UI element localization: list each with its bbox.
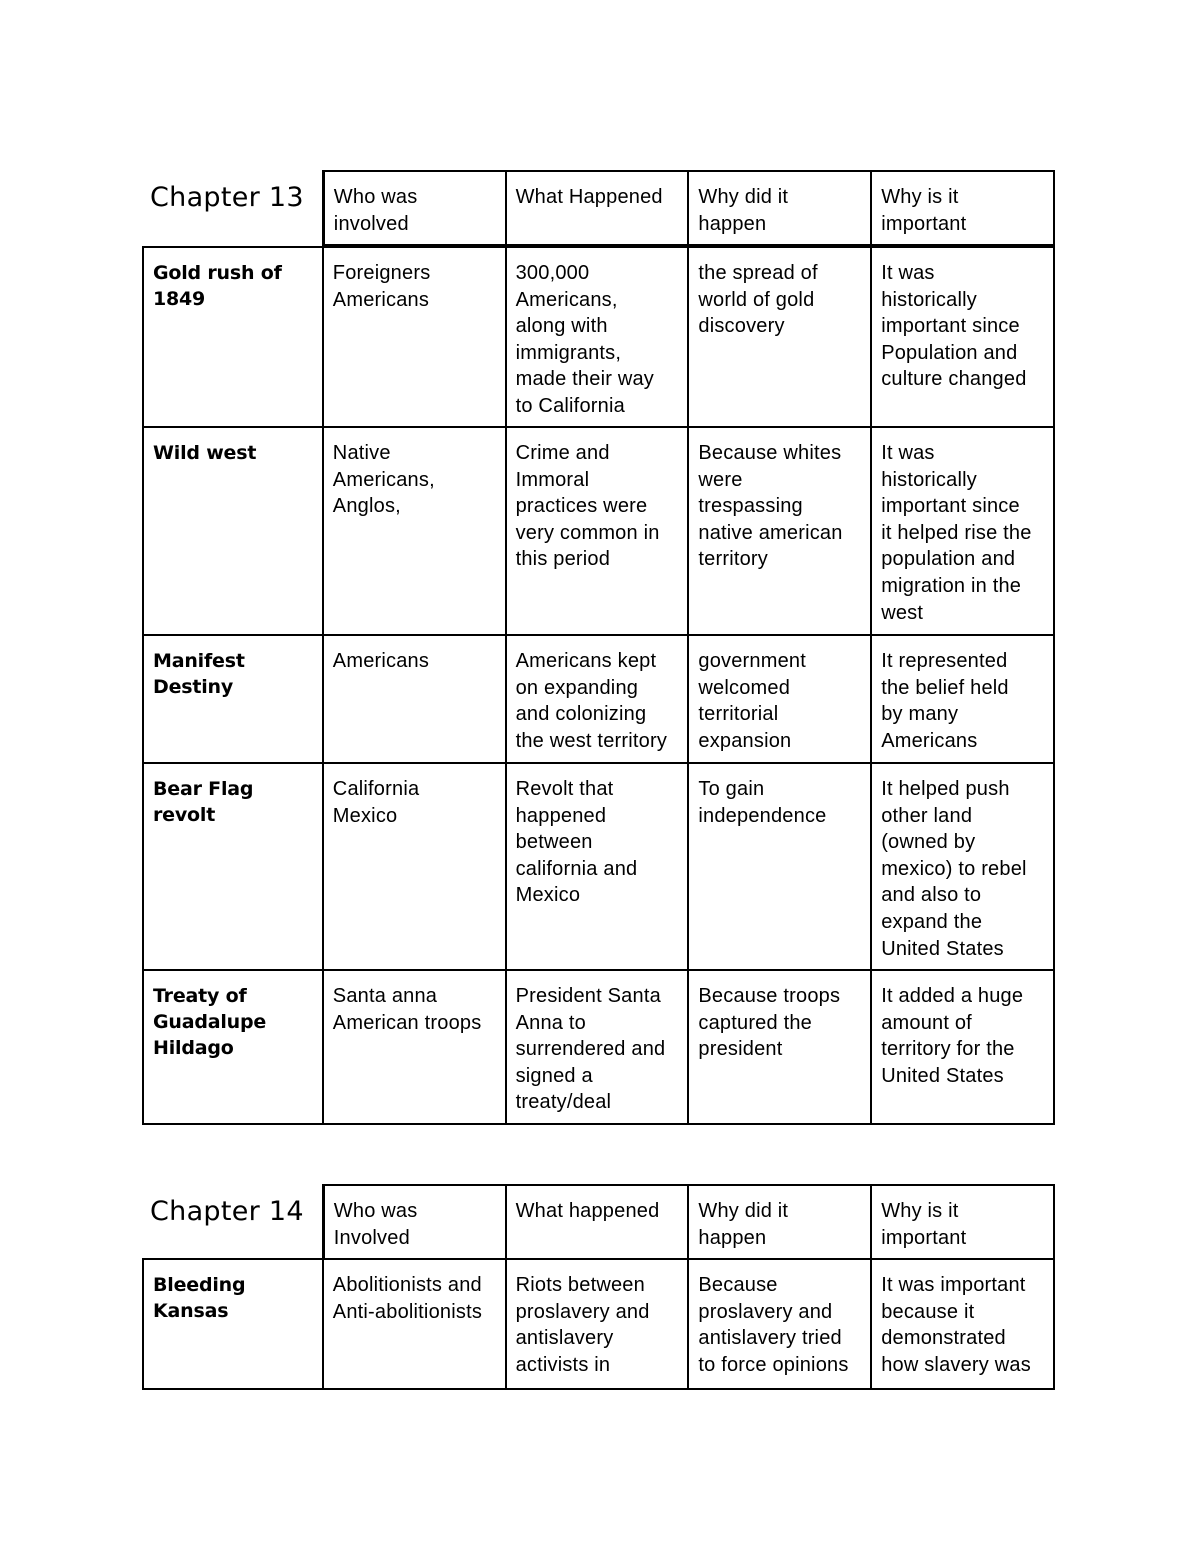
what-cell: Revolt that happened between california and Mexico [507, 764, 690, 971]
important-cell: It was important because it demonstrated how slavery was [872, 1260, 1055, 1390]
what-cell: Riots between proslavery and antislavery activists in [507, 1260, 690, 1390]
who-cell: Abolitionists and Anti-abolitionists [322, 1260, 507, 1390]
table-row [142, 764, 1055, 971]
header-who: Who was Involved [322, 1184, 507, 1260]
header-what: What happened [507, 1184, 690, 1260]
topic-cell: Bleeding Kansas [142, 1260, 324, 1390]
table-row [142, 428, 1055, 636]
chapter-title: Chapter 14 [142, 1184, 324, 1260]
header-why: Why did it happen [689, 1184, 872, 1260]
who-cell: Native Americans, Anglos, [322, 428, 507, 636]
topic-cell: Gold rush of 1849 [142, 248, 324, 428]
header-why: Why did it happen [689, 170, 872, 248]
topic-cell: Wild west [142, 428, 324, 636]
important-cell: It was historically important since it helped rise the population and migration in the west [872, 428, 1055, 636]
table-row [142, 1260, 1055, 1390]
topic-cell: Bear Flag revolt [142, 764, 324, 971]
chapter-14-table [142, 1184, 1055, 1390]
important-cell: It helped push other land (owned by mexico) to rebel and also to expand the United States [872, 764, 1055, 971]
topic-cell: Treaty of Guadalupe Hildago [142, 971, 324, 1125]
chapter-title: Chapter 13 [142, 170, 324, 248]
table-row [142, 248, 1055, 428]
table-header-row [142, 1184, 1055, 1260]
important-cell: It added a huge amount of territory for the United States [872, 971, 1055, 1125]
header-what: What Happened [507, 170, 690, 248]
what-cell: 300,000 Americans, along with immigrants, made their way to California [507, 248, 690, 428]
topic-cell: Manifest Destiny [142, 636, 324, 764]
header-important: Why is it important [872, 170, 1055, 248]
who-cell: Americans [322, 636, 507, 764]
why-cell: government welcomed territorial expansion [689, 636, 872, 764]
chapter-13-table [142, 170, 1055, 1125]
who-cell: Foreigners Americans [322, 248, 507, 428]
table-row [142, 971, 1055, 1125]
table-row [142, 636, 1055, 764]
what-cell: Americans kept on expanding and colonizing the west territory [507, 636, 690, 764]
what-cell: Crime and Immoral practices were very common in this period [507, 428, 690, 636]
why-cell: the spread of world of gold discovery [689, 248, 872, 428]
who-cell: California Mexico [322, 764, 507, 971]
what-cell: President Santa Anna to surrendered and signed a treaty/deal [507, 971, 690, 1125]
header-who: Who was involved [322, 170, 507, 248]
important-cell: It represented the belief held by many Americans [872, 636, 1055, 764]
important-cell: It was historically important since Population and culture changed [872, 248, 1055, 428]
who-cell: Santa anna American troops [322, 971, 507, 1125]
header-important: Why is it important [872, 1184, 1055, 1260]
table-header-row [142, 170, 1055, 248]
why-cell: To gain independence [689, 764, 872, 971]
why-cell: Because troops captured the president [689, 971, 872, 1125]
why-cell: Because whites were trespassing native american territory [689, 428, 872, 636]
why-cell: Because proslavery and antislavery tried to force opinions [689, 1260, 872, 1390]
